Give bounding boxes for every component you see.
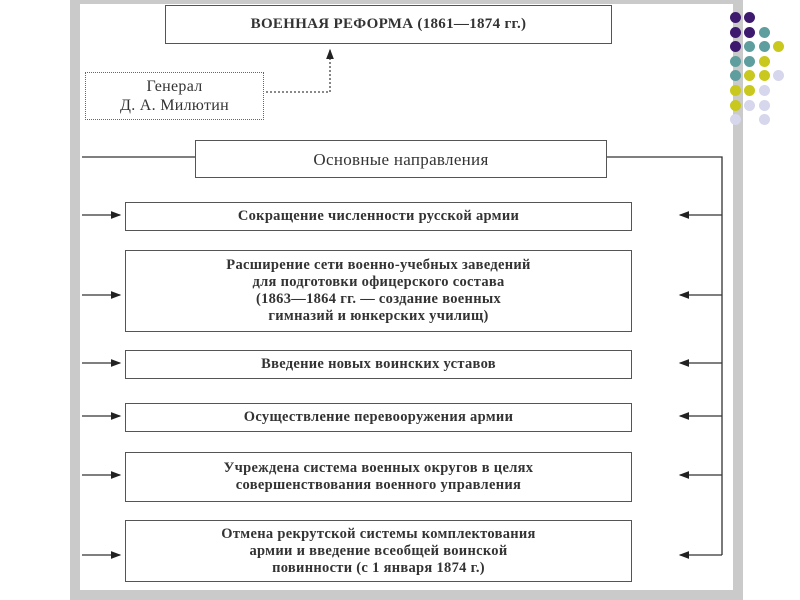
direction-text: повинности (с 1 января 1874 г.) xyxy=(272,559,485,576)
direction-box xyxy=(125,250,632,332)
author-rank: Генерал xyxy=(146,78,203,95)
direction-text: Расширение сети военно-учебных заведений xyxy=(226,257,531,273)
direction-text: Введение новых воинских уставов xyxy=(261,356,496,372)
dotted-arrow xyxy=(262,50,330,92)
direction-box xyxy=(125,520,632,582)
direction-text: совершенствования военного управления xyxy=(235,477,522,493)
direction-text: (1863—1864 гг. — создание военных xyxy=(255,291,502,307)
direction-text: Отмена рекрутской системы комплектования xyxy=(221,525,536,542)
direction-text: для подготовки офицерского состава xyxy=(252,274,505,290)
directions-header-box xyxy=(195,140,607,178)
author-name: Д. А. Милютин xyxy=(119,97,229,114)
direction-text: Осуществление перевооружения армии xyxy=(243,409,514,425)
direction-box xyxy=(125,452,632,502)
direction-text: гимназий и юнкерских училищ) xyxy=(268,308,489,324)
direction-text: армии и введение всеобщей воинской xyxy=(249,542,508,559)
direction-box xyxy=(125,403,632,432)
direction-box xyxy=(125,350,632,379)
direction-box xyxy=(125,202,632,231)
author-box xyxy=(85,72,264,120)
direction-text: Учреждена система военных округов в целях xyxy=(223,460,534,476)
reform-title-box xyxy=(165,5,612,44)
directions-header: Основные направления xyxy=(313,149,489,169)
direction-text: Сокращение численности русской армии xyxy=(237,208,520,224)
reform-title: ВОЕННАЯ РЕФОРМА (1861—1874 гг.) xyxy=(250,16,527,32)
